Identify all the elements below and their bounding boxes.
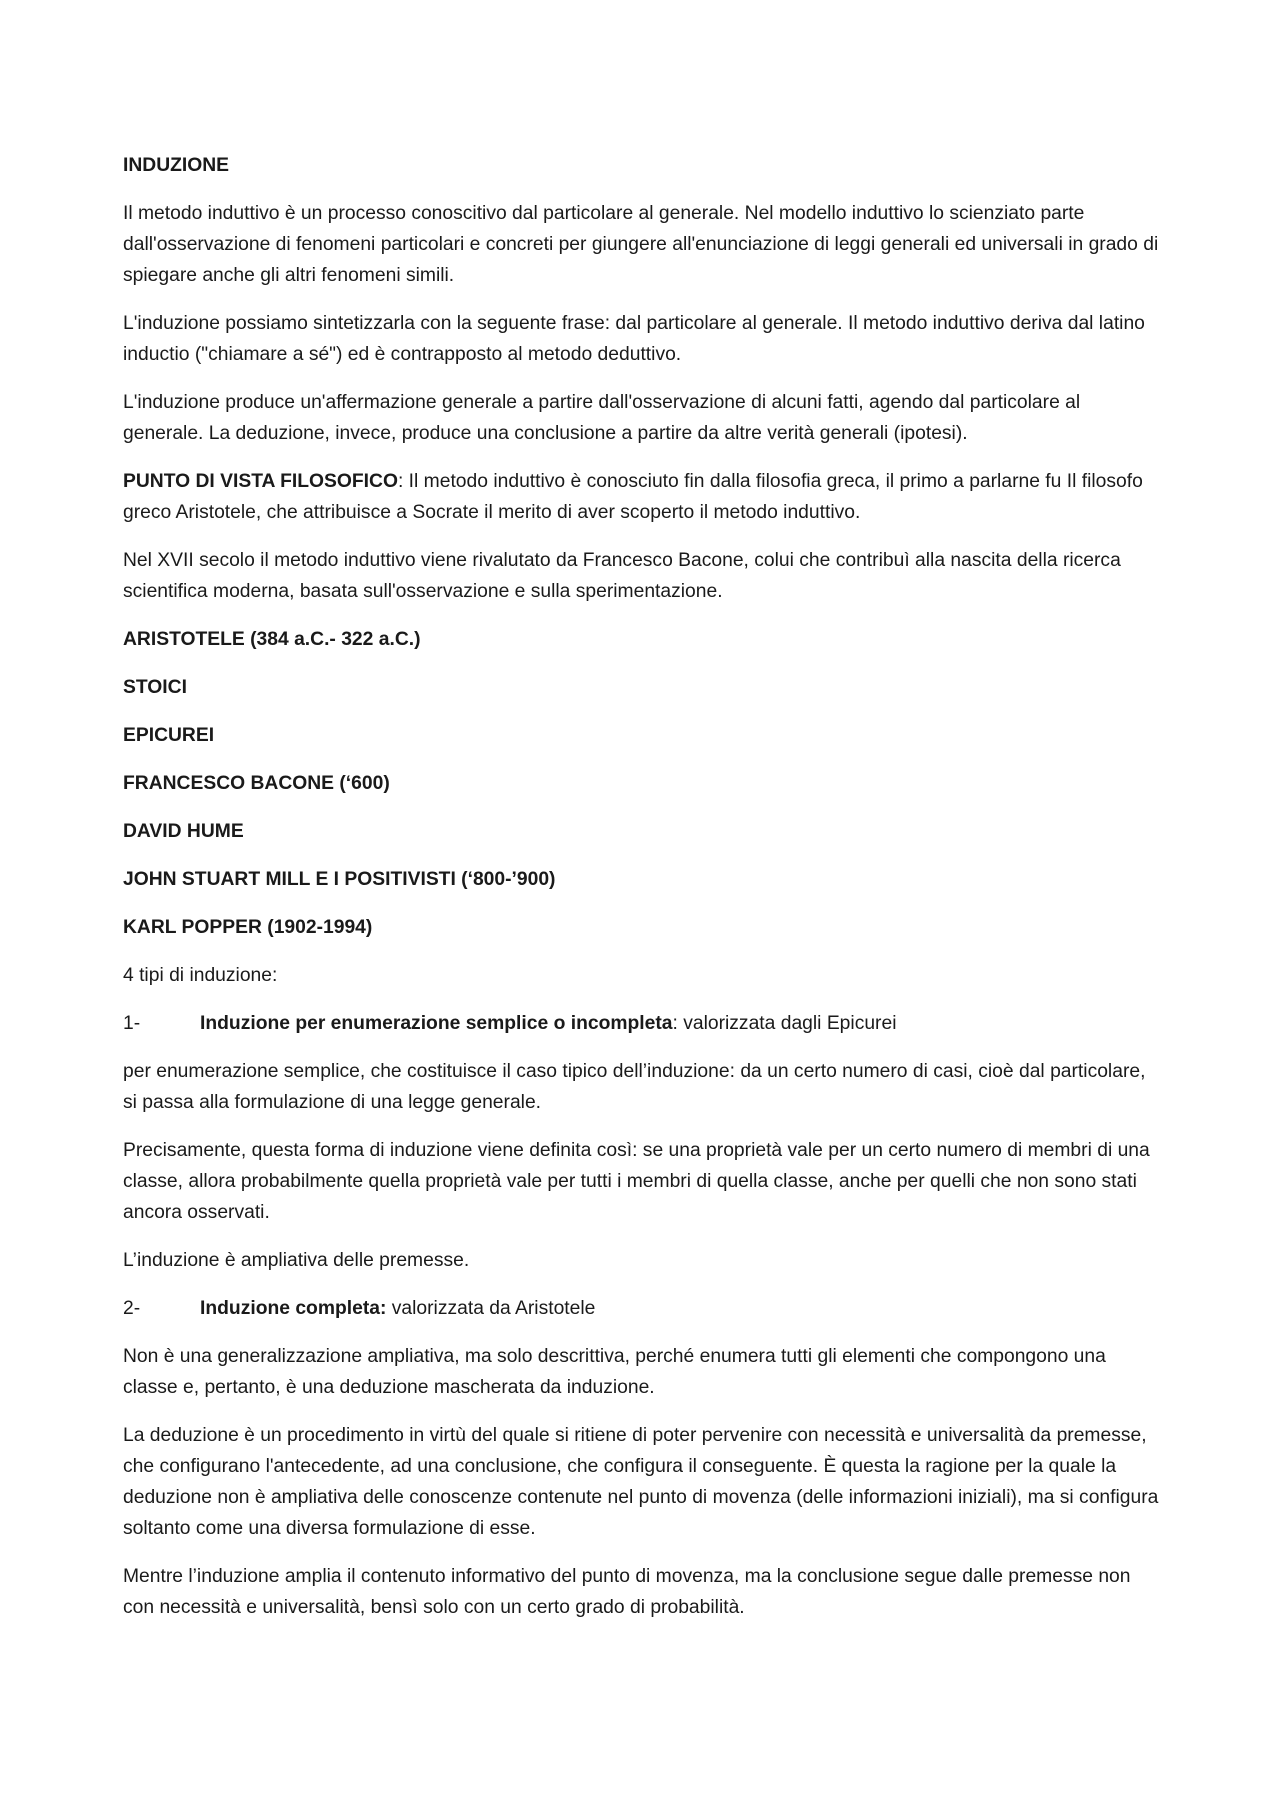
- heading-epicurei: EPICUREI: [123, 725, 215, 746]
- list-item-1-number: 1-: [123, 1013, 141, 1034]
- list-item-1-text: : valorizzata dagli Epicurei: [672, 1013, 897, 1034]
- list-item-2-number: 2-: [123, 1298, 141, 1319]
- paragraph-bacone: Nel XVII secolo il metodo induttivo viene rivalutato da Francesco Bacone, colui che contribuì alla nascita della ricerca scientifica moderna, basata sull'osservazione e sulla sperimentazione.: [123, 550, 1121, 602]
- paragraph-descriptive: Non è una generalizzazione ampliativa, ma solo descrittiva, perché enumera tutti gli elementi che compongono una classe e, pertanto, è una deduzione mascherata da induzione.: [123, 1346, 1106, 1398]
- heading-bacone: FRANCESCO BACONE (‘600): [123, 773, 390, 794]
- philosophical-view-label: PUNTO DI VISTA FILOSOFICO: [123, 471, 398, 492]
- heading-hume: DAVID HUME: [123, 821, 244, 842]
- philosophical-view-text: : Il metodo induttivo è conosciuto fin dalla filosofia greca, il primo a parlarne fu Il filosofo greco Aristotele, che attribuisce a Socrate il merito di aver scoperto il metodo induttivo.: [123, 471, 1143, 523]
- paragraph-philosophical-view: [123, 466, 1162, 528]
- paragraph-synthesis: L'induzione possiamo sintetizzarla con la seguente frase: dal particolare al generale. Il metodo induttivo deriva dal latino inductio ("chiamare a sé") ed è contrapposto al metodo deduttivo.: [123, 313, 1145, 365]
- document-title: INDUZIONE: [123, 155, 230, 176]
- paragraph-induction-probability: Mentre l’induzione amplia il contenuto informativo del punto di movenza, ma la conclusione segue dalle premesse non con necessità e universalità, bensì solo con un certo grado di probabilità.: [123, 1566, 1131, 1618]
- paragraph-definition: Il metodo induttivo è un processo conoscitivo dal particolare al generale. Nel modello induttivo lo scienziato parte dall'osservazione di fenomeni particolari e concreti per giungere all'enunciazione di leggi generali ed universali in grado di spiegare anche gli altri fenomeni simili.: [123, 203, 1159, 286]
- paragraph-enumeration: per enumerazione semplice, che costituisce il caso tipico dell’induzione: da un certo numero di casi, cioè dal particolare, si passa alla formulazione di una legge generale.: [123, 1061, 1146, 1113]
- heading-stoici: STOICI: [123, 677, 187, 698]
- heading-mill: JOHN STUART MILL E I POSITIVISTI (‘800-’900): [123, 869, 556, 890]
- paragraph-deduction: La deduzione è un procedimento in virtù del quale si ritiene di poter pervenire con necessità e universalità da premesse, che configurano l'antecedente, ad una conclusione, che configura il conseguente. È questa la ragione per la quale la deduzione non è ampliativa delle conoscenze contenute nel punto di movenza (delle informazioni iniziali), ma si configura soltanto come una diversa formulazione di esse.: [123, 1425, 1159, 1539]
- heading-popper: KARL POPPER (1902-1994): [123, 917, 373, 938]
- paragraph-ampliative: L’induzione è ampliativa delle premesse.: [123, 1250, 470, 1271]
- list-item-2: [123, 1293, 1162, 1324]
- list-item-1-title: Induzione per enumerazione semplice o incompleta: [200, 1013, 673, 1034]
- paragraph-comparison: L'induzione produce un'affermazione generale a partire dall'osservazione di alcuni fatti, agendo dal particolare al generale. La deduzione, invece, produce una conclusione a partire da altre verità generali (ipotesi).: [123, 392, 1081, 444]
- paragraph-precisely: Precisamente, questa forma di induzione viene definita così: se una proprietà vale per un certo numero di membri di una classe, allora probabilmente quella proprietà vale per tutti i membri di quella classe, anche per quelli che non sono stati ancora osservati.: [123, 1140, 1150, 1223]
- list-item-2-text: valorizzata da Aristotele: [386, 1298, 596, 1319]
- heading-aristotele: ARISTOTELE (384 a.C.- 322 a.C.): [123, 629, 421, 650]
- list-item-1: [123, 1008, 1162, 1039]
- list-item-2-title: Induzione completa:: [200, 1298, 387, 1319]
- types-intro: 4 tipi di induzione:: [123, 965, 278, 986]
